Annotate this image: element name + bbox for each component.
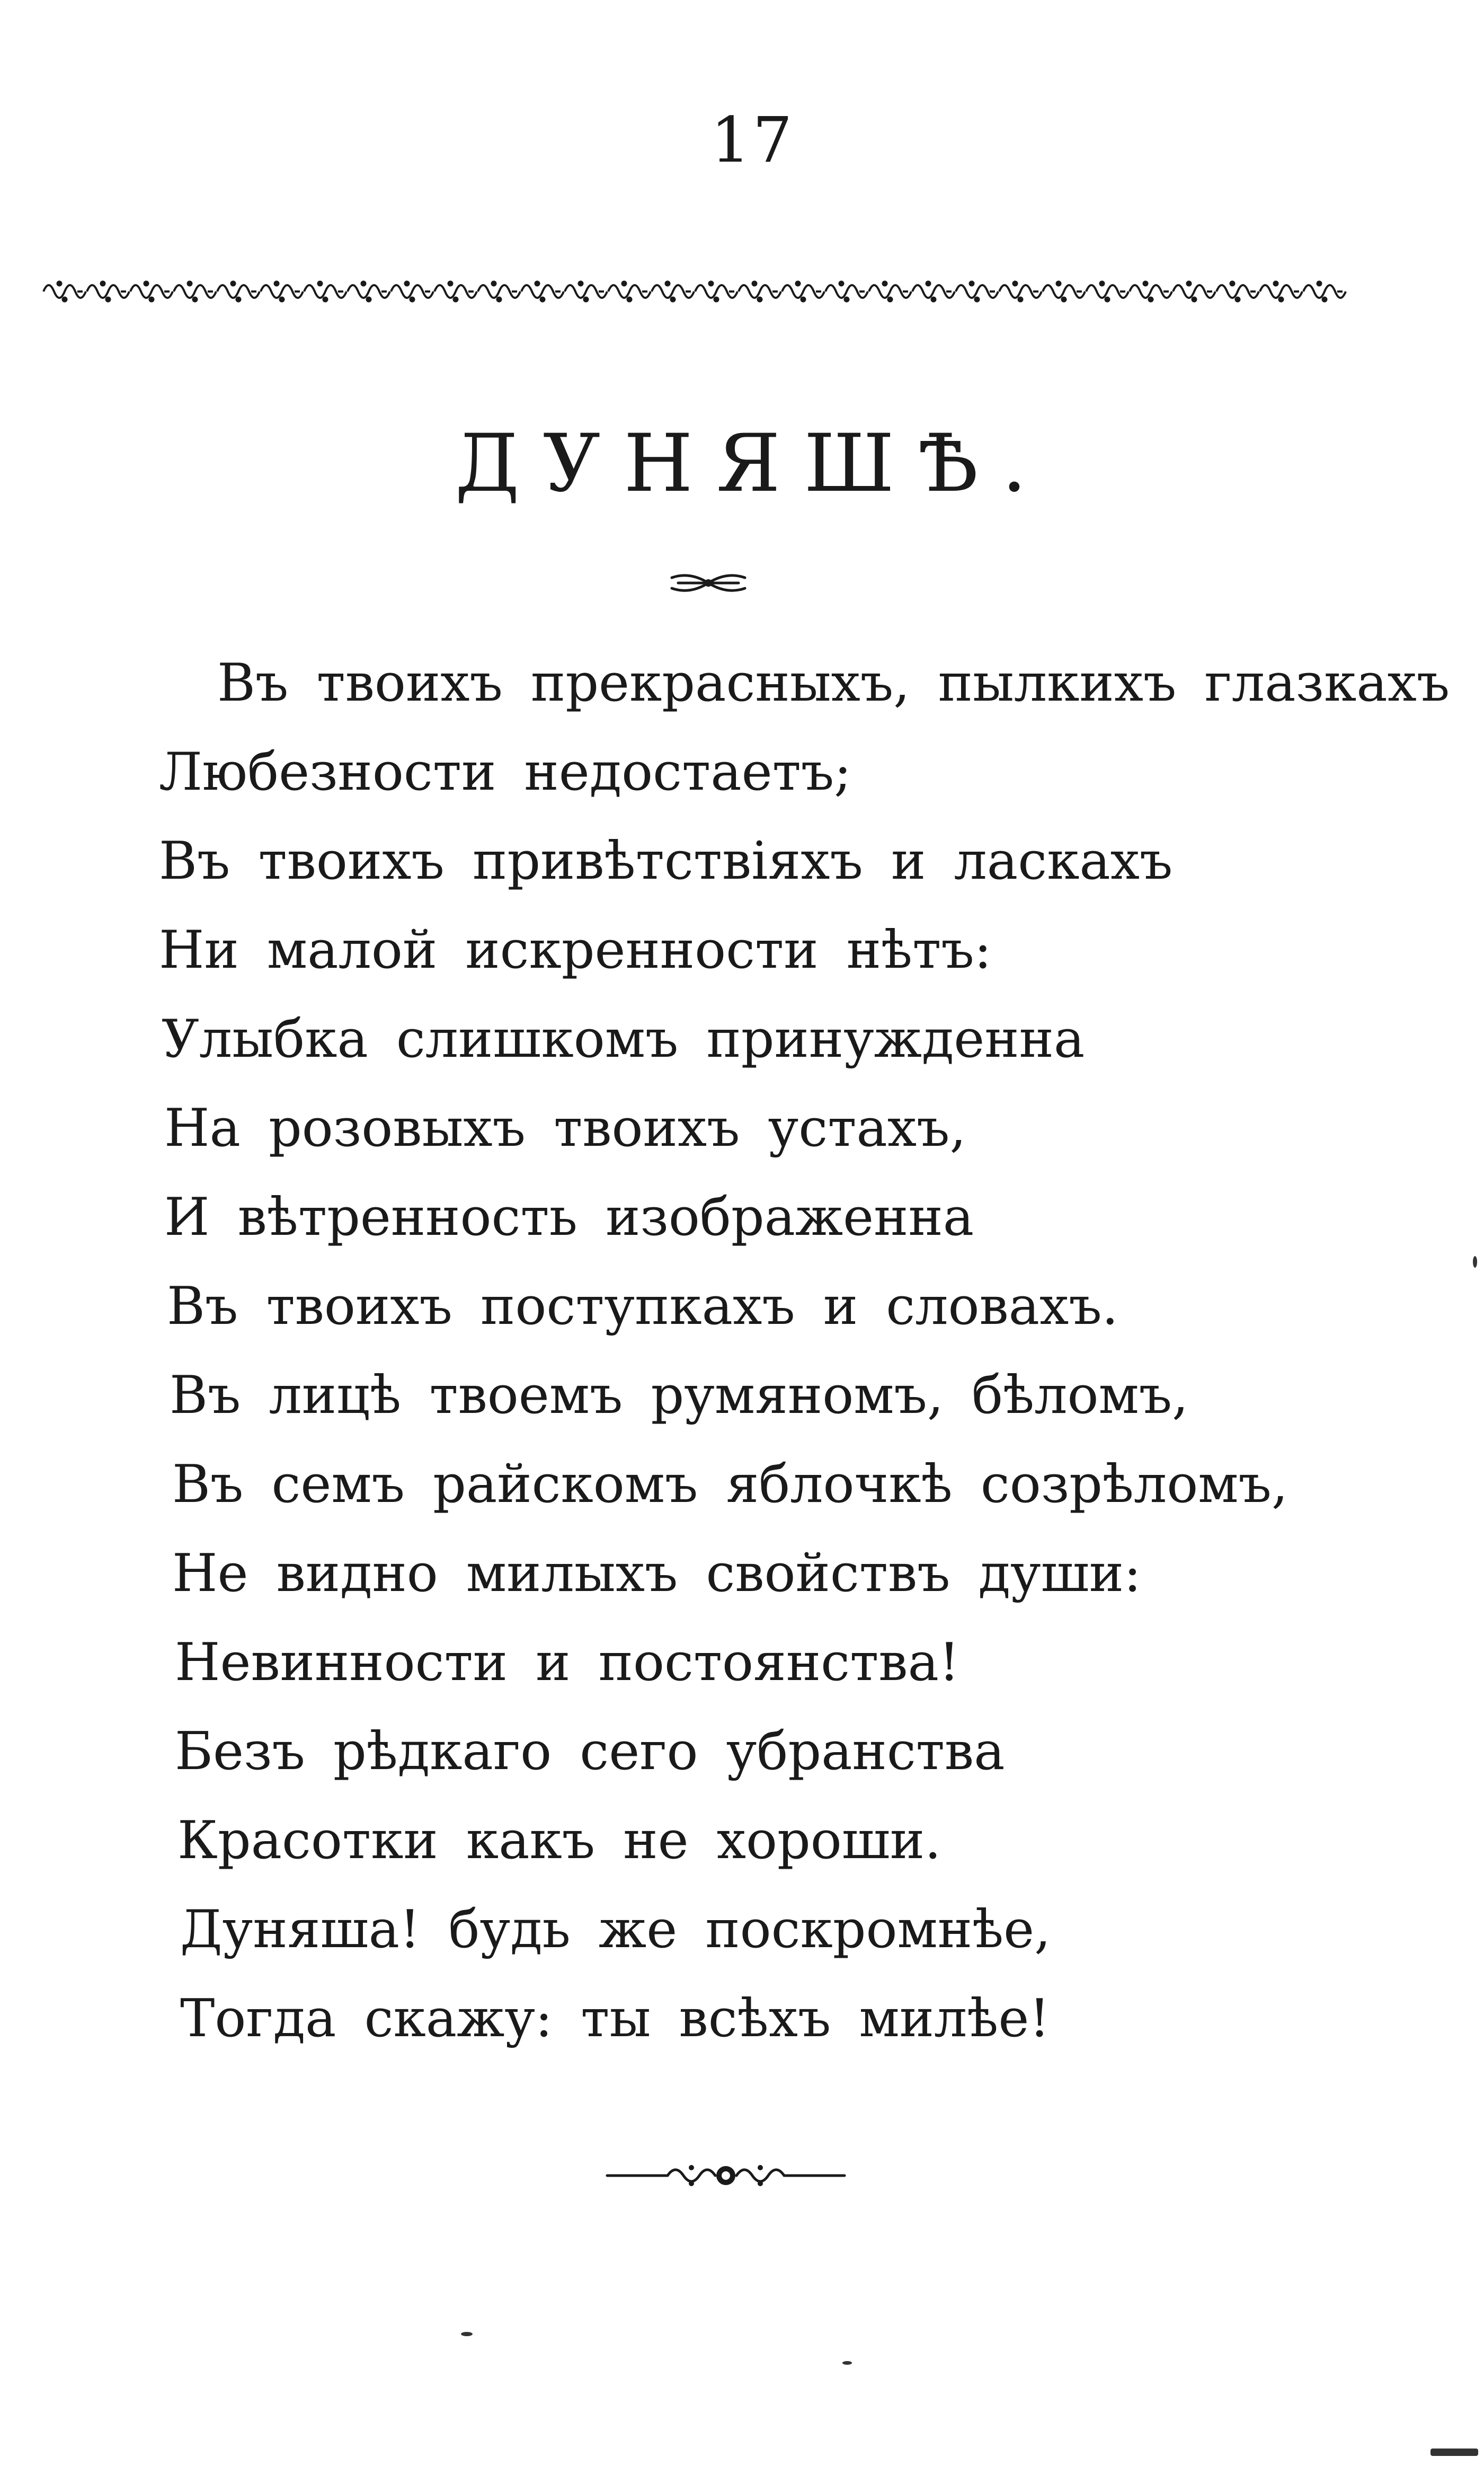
fleuron-unit — [608, 281, 651, 302]
verse-line: И вѣтренность изображенна — [164, 1187, 974, 1248]
fleuron-unit — [999, 281, 1042, 302]
fleuron-unit — [1173, 281, 1215, 302]
fleuron-unit — [1303, 281, 1346, 302]
fleuron-unit — [130, 281, 173, 302]
verse-line: Дуняша! будь же поскромнѣе, — [180, 1899, 1051, 1960]
verse-line: Не видно милыхъ свойствъ души: — [172, 1543, 1142, 1604]
fleuron-unit — [565, 281, 607, 302]
fleuron-unit — [695, 281, 737, 302]
fleuron-unit — [1130, 281, 1172, 302]
fleuron-unit — [739, 281, 781, 302]
fleuron-unit — [521, 281, 564, 302]
fleuron-unit — [1260, 281, 1302, 302]
fleuron-unit — [87, 281, 129, 302]
fleuron-unit — [1086, 281, 1128, 302]
ink-speck — [842, 2361, 852, 2365]
fleuron-unit — [391, 281, 433, 302]
verse-line: Любезности недостаетъ; — [159, 742, 852, 802]
fleuron-unit — [261, 281, 303, 302]
fleuron-unit — [434, 281, 477, 302]
fleuron-unit — [1043, 281, 1085, 302]
verse-line: На розовыхъ твоихъ устахъ, — [164, 1098, 966, 1159]
fleuron-unit — [348, 281, 390, 302]
fleuron-unit — [956, 281, 998, 302]
fleuron-unit — [782, 281, 824, 302]
fleuron-border-icon — [40, 268, 1354, 315]
fleuron-unit — [869, 281, 911, 302]
ink-speck — [1430, 2449, 1478, 2456]
fleuron-unit — [1216, 281, 1259, 302]
poem-title: ДУНЯШѢ. — [455, 418, 1051, 510]
verse-line: Въ семъ райскомъ яблочкѣ созрѣломъ, — [172, 1454, 1288, 1515]
ink-speck — [1473, 1256, 1477, 1268]
fleuron-unit — [217, 281, 260, 302]
verse-line: Въ твоихъ поступкахъ и словахъ. — [167, 1276, 1118, 1337]
verse-line: Тогда скажу: ты всѣхъ милѣе! — [180, 1988, 1050, 2049]
fleuron-unit — [652, 281, 694, 302]
tailpiece-flourish-icon — [604, 2152, 848, 2199]
verse-line: Въ лицѣ твоемъ румяномъ, бѣломъ, — [170, 1365, 1189, 1426]
fleuron-unit — [912, 281, 955, 302]
fleuron-unit — [825, 281, 868, 302]
scroll-flourish-icon — [669, 567, 748, 599]
verse-line: Въ твоихъ привѣтствiяхъ и ласкахъ — [159, 831, 1173, 891]
verse-line: Въ твоихъ прекрасныхъ, пылкихъ глазкахъ — [217, 653, 1450, 713]
fleuron-unit — [43, 281, 86, 302]
verse-line: Ни малой искренности нѣтъ: — [159, 920, 992, 980]
fleuron-unit — [478, 281, 520, 302]
verse-line: Невинности и постоянства! — [175, 1632, 960, 1693]
verse-line: Безъ рѣдкаго сего убранства — [175, 1721, 1005, 1782]
verse-line: Красотки какъ не хороши. — [177, 1810, 941, 1871]
page-number: 17 — [710, 103, 795, 176]
fleuron-unit — [304, 281, 346, 302]
fleuron-unit — [174, 281, 216, 302]
ink-speck — [461, 2332, 473, 2336]
verse-line: Улыбка слишкомъ принужденна — [162, 1009, 1085, 1070]
